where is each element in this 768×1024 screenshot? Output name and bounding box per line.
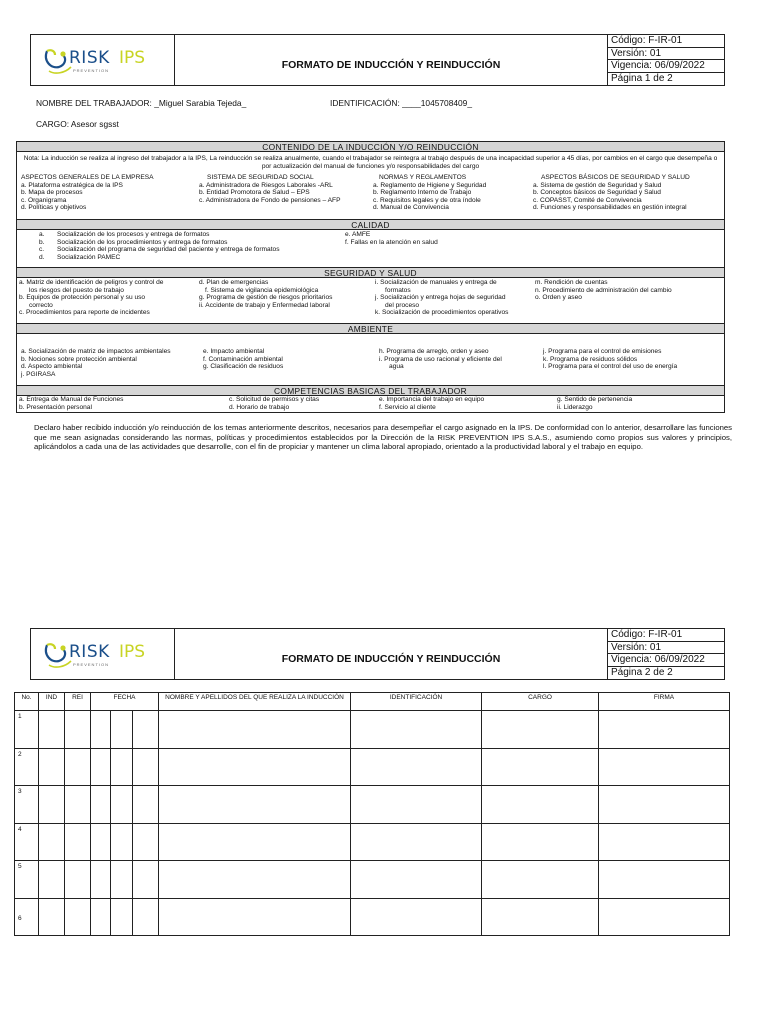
identificacion-cell[interactable] xyxy=(351,786,482,824)
section-calidad-heading: CALIDAD xyxy=(17,219,724,230)
fecha-day-cell[interactable] xyxy=(91,748,111,786)
list-item: a. Administradora de Riesgos Laborales -ARL xyxy=(199,181,333,189)
ind-cell[interactable] xyxy=(39,748,65,786)
list-item: b. Socialización de los procedimientos y entrega de formatos xyxy=(39,238,228,246)
nombre-cell[interactable] xyxy=(159,748,351,786)
list-item: f. Contaminación ambiental xyxy=(203,355,283,363)
header-ind: IND xyxy=(39,693,65,711)
declaration-text: Declaro haber recibido inducción y/o reinducción de los temas anteriormente descritos, necesarios para desempeñar el cargo asignado en la IPS. De conformidad con lo anterior, desarrollare las funciones que me sean asignadas considerando las normas, políticas y procedimientos establecidos por la Dirección de la RISK PREVENTION IPS S.A.S., asumiendo como propios sus valores y principios, aplicándolos a cada una de las actividades que desarrolle, con el fin de propiciar y mantener un clima laboral apropiado, orientado a la productividad laboral y el trabajo en equipo. xyxy=(34,423,732,451)
list-item: c. Administradora de Fondo de pensiones – AFP xyxy=(199,196,341,204)
section-ambiente-heading: AMBIENTE xyxy=(17,323,724,334)
seguridad-col-4 xyxy=(535,279,672,302)
table-row xyxy=(15,823,730,861)
list-item: b. Conceptos básicos de Seguridad y Salud xyxy=(533,189,661,197)
identificacion-cell[interactable] xyxy=(351,711,482,749)
document-meta xyxy=(608,35,724,85)
list-item: c. Procedimientos para reporte de incidentes xyxy=(19,309,150,317)
fecha-day-cell[interactable] xyxy=(91,861,111,899)
competencias-col-3 xyxy=(379,396,484,411)
rei-cell[interactable] xyxy=(65,861,91,899)
list-item: c. Socialización del programa de seguridad del paciente y entrega de formatos xyxy=(39,246,280,254)
seguridad-col-1 xyxy=(19,279,163,317)
cargo-cell[interactable] xyxy=(482,786,599,824)
logo-ips-text: IPS xyxy=(119,48,146,68)
cargo-cell[interactable] xyxy=(482,823,599,861)
seguridad-col-3 xyxy=(375,279,508,317)
ambiente-col-2 xyxy=(203,348,283,371)
row-number: 1 xyxy=(15,711,39,749)
header-rei: REI xyxy=(65,693,91,711)
rei-cell[interactable] xyxy=(65,823,91,861)
list-item: d. Políticas y objetivos xyxy=(21,204,87,212)
list-item: d. Aspecto ambiental xyxy=(21,363,83,371)
list-item: h. Programa de arreglo, orden y aseo xyxy=(379,348,489,355)
list-item: d. Manual de Convivencia xyxy=(373,204,449,212)
firma-cell[interactable] xyxy=(599,861,730,899)
document-meta xyxy=(608,629,724,679)
induction-note: Nota: La inducción se realiza al ingreso del trabajador a la IPS, La reinducción se realiza anualmente, cuando el trabajador se reintegra al trabajo después de una incapacidad superior a 45 días, por cambios en el cargo que desempeña o por actualización del manual de funciones y/o responsabilidades del cargo xyxy=(23,155,718,170)
codigo: Código: F-IR-01 xyxy=(608,35,724,48)
firma-cell[interactable] xyxy=(599,748,730,786)
table-row xyxy=(15,898,730,936)
fecha-day-cell[interactable] xyxy=(91,786,111,824)
list-item: los riesgos del puesto de trabajo xyxy=(29,286,124,294)
page-2 xyxy=(0,622,768,1024)
row-number: 3 xyxy=(15,786,39,824)
column-title: ASPECTOS BÁSICOS DE SEGURIDAD Y SALUD xyxy=(541,174,690,181)
list-item: g. Sentido de pertenencia xyxy=(557,396,633,403)
fecha-year-cell[interactable] xyxy=(133,823,159,861)
list-item: d. Socialización PAMEC xyxy=(39,253,121,261)
logo-risk-text: RISK xyxy=(69,48,110,68)
list-item: d. Funciones y responsabilidades en gestión integral xyxy=(533,204,687,212)
list-item: a. Matriz de identificación de peligros y control de xyxy=(19,279,164,286)
header-firma: FIRMA xyxy=(599,693,730,711)
list-item: b. Reglamento Interno de Trabajo xyxy=(373,189,472,197)
fecha-month-cell[interactable] xyxy=(111,823,133,861)
identificacion-cell[interactable] xyxy=(351,748,482,786)
column-aspectos-basicos xyxy=(533,174,690,212)
competencias-col-2 xyxy=(229,396,319,411)
logo-ips-text: IPS xyxy=(119,642,146,662)
table-header-row xyxy=(15,693,730,711)
nombre-cell[interactable] xyxy=(159,711,351,749)
column-seguridad-social xyxy=(199,174,341,204)
content-table xyxy=(16,141,725,413)
nombre-cell[interactable] xyxy=(159,861,351,899)
fecha-month-cell[interactable] xyxy=(111,861,133,899)
list-item: agua xyxy=(389,363,404,371)
ambiente-col-4 xyxy=(543,348,677,371)
fecha-month-cell[interactable] xyxy=(111,898,133,936)
nombre-cell[interactable] xyxy=(159,786,351,824)
table-row xyxy=(15,786,730,824)
fecha-year-cell[interactable] xyxy=(133,861,159,899)
fecha-day-cell[interactable] xyxy=(91,898,111,936)
table-row xyxy=(15,748,730,786)
row-number: 2 xyxy=(15,748,39,786)
logo-cell xyxy=(31,629,175,679)
list-item: g. Clasificación de residuos xyxy=(203,363,284,371)
list-item: j. Programa para el control de emisiones xyxy=(543,348,662,355)
list-item: k. Socialización de procedimientos operativos xyxy=(375,309,509,317)
cargo-cell[interactable] xyxy=(482,898,599,936)
list-item: a. Socialización de matriz de impactos ambientales xyxy=(21,348,171,355)
fecha-year-cell[interactable] xyxy=(133,748,159,786)
row-number: 6 xyxy=(15,898,39,936)
list-item: ii. Accidente de trabajo y Enfermedad laboral xyxy=(199,301,330,309)
fecha-day-cell[interactable] xyxy=(91,711,111,749)
fecha-year-cell[interactable] xyxy=(133,898,159,936)
list-item: i. Socialización de manuales y entrega de xyxy=(375,279,497,286)
list-item: correcto xyxy=(29,301,53,309)
list-item: b. Mapa de procesos xyxy=(21,189,83,197)
section-competencias-heading: COMPETENCIAS BASICAS DEL TRABAJADOR xyxy=(17,385,724,396)
logo-subtext: PREVENTION xyxy=(73,68,110,73)
section-contenido-heading: CONTENIDO DE LA INDUCCIÓN Y/O REINDUCCIÓN xyxy=(17,141,724,152)
header-fecha: FECHA xyxy=(91,693,159,711)
calidad-list-right xyxy=(345,231,438,246)
page-number: Página 2 de 2 xyxy=(611,666,673,678)
ambiente-col-3 xyxy=(379,348,502,371)
list-item: a. Reglamento de Higiene y Seguridad xyxy=(373,181,487,189)
rei-cell[interactable] xyxy=(65,711,91,749)
column-title: NORMAS Y REGLAMENTOS xyxy=(379,174,467,181)
firma-cell[interactable] xyxy=(599,786,730,824)
ind-cell[interactable] xyxy=(39,786,65,824)
identificacion-cell[interactable] xyxy=(351,898,482,936)
document-title: FORMATO DE INDUCCIÓN Y REINDUCCIÓN xyxy=(175,35,608,85)
list-item: l. Programa para el control del uso de energía xyxy=(543,363,678,371)
document-title: FORMATO DE INDUCCIÓN Y REINDUCCIÓN xyxy=(175,629,608,679)
signature-table xyxy=(14,692,730,936)
column-title: ASPECTOS GENERALES DE LA EMPRESA xyxy=(21,174,154,181)
logo-subtext: PREVENTION xyxy=(73,662,110,667)
ind-cell[interactable] xyxy=(39,898,65,936)
list-item: c. COPASST, Comité de Convivencia xyxy=(533,196,642,204)
calidad-list xyxy=(39,231,280,261)
cargo-cell[interactable] xyxy=(482,711,599,749)
firma-cell[interactable] xyxy=(599,711,730,749)
nombre-cell[interactable] xyxy=(159,823,351,861)
fecha-month-cell[interactable] xyxy=(111,748,133,786)
list-item: m. Rendición de cuentas xyxy=(535,279,608,286)
list-item: i. Programa de uso racional y eficiente del xyxy=(379,355,502,363)
list-item: k. Programa de residuos sólidos xyxy=(543,355,638,363)
risk-ips-logo xyxy=(41,637,167,671)
version: Versión: 01 xyxy=(608,48,724,61)
section-seguridad-heading: SEGURIDAD Y SALUD xyxy=(17,267,724,278)
list-item: b. Equipos de protección personal y su uso xyxy=(19,294,146,302)
column-aspectos-generales xyxy=(21,174,154,212)
list-item: del proceso xyxy=(385,301,420,309)
list-item: a. Sistema de gestión de Seguridad y Salud xyxy=(533,181,662,189)
version: Versión: 01 xyxy=(608,642,724,655)
fecha-day-cell[interactable] xyxy=(91,823,111,861)
competencias-col-4 xyxy=(557,396,632,411)
worker-name: NOMBRE DEL TRABAJADOR: _Miguel Sarabia Tejeda_ xyxy=(36,98,247,108)
fecha-month-cell[interactable] xyxy=(111,711,133,749)
list-item: formatos xyxy=(385,286,411,294)
table-row xyxy=(15,861,730,899)
list-item: j. Socialización y entrega hojas de seguridad xyxy=(375,294,506,302)
column-title: SISTEMA DE SEGURIDAD SOCIAL xyxy=(207,174,314,181)
document-header xyxy=(30,34,725,86)
column-normas xyxy=(373,174,486,212)
rei-cell[interactable] xyxy=(65,786,91,824)
codigo: Código: F-IR-01 xyxy=(608,629,724,642)
list-item: o. Orden y aseo xyxy=(535,294,582,302)
list-item: a. Entrega de Manual de Funciones xyxy=(19,396,124,403)
fecha-year-cell[interactable] xyxy=(133,786,159,824)
identificacion-cell[interactable] xyxy=(351,861,482,899)
vigencia: Vigencia: 06/09/2022 xyxy=(608,60,724,73)
worker-id: IDENTIFICACIÓN: ____1045708409_ xyxy=(330,98,472,108)
fecha-month-cell[interactable] xyxy=(111,786,133,824)
list-item: e. AMFE xyxy=(345,231,371,238)
ambiente-col-1 xyxy=(21,348,171,378)
list-item: ii. Liderazgo xyxy=(557,403,593,411)
list-item: g. Programa de gestión de riesgos prioritarios xyxy=(199,294,333,302)
rei-cell[interactable] xyxy=(65,748,91,786)
competencias-col-1 xyxy=(19,396,123,411)
list-item: j. PGIRASA xyxy=(21,370,56,378)
list-item: d. Horario de trabajo xyxy=(229,403,290,411)
list-item: b. Nociones sobre protección ambiental xyxy=(21,355,137,363)
list-item: f. Fallas en la atención en salud xyxy=(345,238,438,246)
header-cargo: CARGO xyxy=(482,693,599,711)
ind-cell[interactable] xyxy=(39,861,65,899)
ind-cell[interactable] xyxy=(39,823,65,861)
list-item: f. Servicio al cliente xyxy=(379,403,436,411)
table-row xyxy=(15,711,730,749)
list-item: e. Importancia del trabajo en equipo xyxy=(379,396,485,403)
header-nombre: NOMBRE Y APELLIDOS DEL QUE REALIZA LA INDUCCIÓN xyxy=(159,693,351,711)
list-item: a. Plataforma estratégica de la IPS xyxy=(21,181,123,189)
ind-cell[interactable] xyxy=(39,711,65,749)
rei-cell[interactable] xyxy=(65,898,91,936)
fecha-year-cell[interactable] xyxy=(133,711,159,749)
list-item: e. Impacto ambiental xyxy=(203,348,265,355)
list-item: c. Solicitud de permisos y citas xyxy=(229,396,320,403)
cargo-cell[interactable] xyxy=(482,748,599,786)
header-identificacion: IDENTIFICACIÓN xyxy=(351,693,482,711)
list-item: c. Requisitos legales y de otra índole xyxy=(373,196,481,204)
nombre-cell[interactable] xyxy=(159,898,351,936)
logo-cell xyxy=(31,35,175,85)
list-item: b. Presentación personal xyxy=(19,403,92,411)
identificacion-cell[interactable] xyxy=(351,823,482,861)
row-number: 4 xyxy=(15,823,39,861)
worker-cargo: CARGO: Asesor sgsst xyxy=(36,119,119,129)
firma-cell[interactable] xyxy=(599,898,730,936)
firma-cell[interactable] xyxy=(599,823,730,861)
row-number: 5 xyxy=(15,861,39,899)
list-item: c. Organigrama xyxy=(21,196,67,204)
list-item: n. Procedimiento de administración del cambio xyxy=(535,286,672,294)
list-item: d. Plan de emergencias xyxy=(199,279,269,286)
page-number: Página 1 de 2 xyxy=(611,72,673,84)
vigencia: Vigencia: 06/09/2022 xyxy=(608,654,724,667)
list-item: f. Sistema de vigilancia epidemiológica xyxy=(205,286,319,294)
cargo-cell[interactable] xyxy=(482,861,599,899)
header-no: No. xyxy=(15,693,39,711)
risk-ips-logo xyxy=(41,43,167,77)
list-item: a. Socialización de los procesos y entrega de formatos xyxy=(39,231,210,238)
seguridad-col-2 xyxy=(199,279,332,309)
logo-risk-text: RISK xyxy=(69,642,110,662)
list-item: b. Entidad Promotora de Salud – EPS xyxy=(199,189,310,197)
document-header xyxy=(30,628,725,680)
